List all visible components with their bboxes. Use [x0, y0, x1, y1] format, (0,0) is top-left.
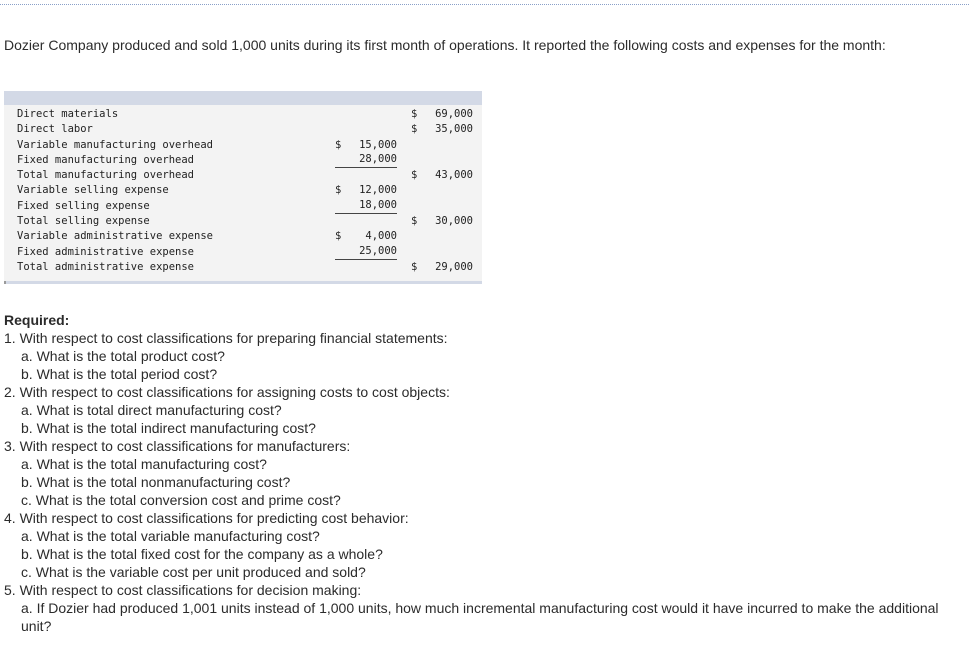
total-amount-cell	[411, 168, 473, 183]
row-label: Variable administrative expense	[17, 230, 213, 243]
currency-symbol: $	[411, 260, 418, 273]
question-item: 2. With respect to cost classifications for assigning costs to cost objects:	[4, 384, 450, 400]
row-label: Fixed selling expense	[17, 199, 150, 212]
currency-symbol: $	[335, 230, 342, 243]
required-title: Required:	[4, 312, 70, 328]
table-row	[4, 214, 482, 229]
amount-value: 25,000	[359, 244, 397, 257]
subtotal-amount-cell	[335, 229, 397, 244]
currency-symbol: $	[411, 215, 418, 228]
table-row	[4, 153, 482, 168]
problem-intro: Dozier Company produced and sold 1,000 units during its first month of operations. It reported the following costs and expenses for the month:	[4, 37, 886, 53]
sub-question-item: b. What is the total period cost?	[21, 366, 218, 382]
currency-symbol: $	[335, 184, 342, 197]
sub-question-item: c. What is the variable cost per unit produced and sold?	[21, 564, 366, 580]
question-item: 5. With respect to cost classifications for decision making:	[4, 582, 362, 598]
sub-question-item: a. What is total direct manufacturing cost?	[21, 402, 282, 418]
row-label: Fixed manufacturing overhead	[17, 153, 195, 166]
amount-value: 15,000	[359, 138, 397, 151]
row-label: Variable selling expense	[17, 184, 169, 197]
amount-value: 29,000	[435, 260, 473, 273]
table-body	[4, 105, 482, 281]
currency-symbol: $	[335, 138, 342, 151]
currency-symbol: $	[411, 169, 418, 182]
row-label: Fixed administrative expense	[17, 245, 195, 258]
required-section	[4, 311, 944, 635]
currency-symbol: $	[411, 123, 418, 136]
table-row	[4, 168, 482, 183]
row-label: Variable manufacturing overhead	[17, 138, 213, 151]
total-amount-cell	[411, 122, 473, 137]
sub-question-item: c. What is the total conversion cost and prime cost?	[21, 492, 341, 508]
subtotal-amount-cell	[335, 138, 397, 153]
sub-question-item: a. What is the total product cost?	[21, 348, 225, 364]
question-item: 3. With respect to cost classifications for manufacturers:	[4, 438, 351, 454]
subtotal-amount-cell	[335, 153, 397, 168]
table-row	[4, 229, 482, 244]
amount-value: 35,000	[435, 123, 473, 136]
table-row	[4, 245, 482, 260]
table-row	[4, 260, 482, 275]
total-amount-cell	[411, 260, 473, 275]
subtotal-amount-cell	[335, 183, 397, 198]
table-row	[4, 122, 482, 137]
row-label: Direct materials	[17, 108, 119, 120]
table-footer-bar	[4, 281, 482, 284]
amount-value: 43,000	[435, 169, 473, 182]
amount-value: 30,000	[435, 215, 473, 228]
total-amount-cell	[411, 214, 473, 229]
total-amount-cell	[411, 107, 473, 122]
question-item: 4. With respect to cost classifications for predicting cost behavior:	[4, 510, 409, 526]
sub-question-item: a. What is the total manufacturing cost?	[21, 456, 267, 472]
amount-value: 18,000	[359, 198, 397, 211]
cost-table	[4, 91, 482, 284]
table-row	[4, 183, 482, 198]
sub-question-item: b. What is the total fixed cost for the company as a whole?	[21, 546, 383, 562]
amount-value: 4,000	[365, 230, 397, 243]
amount-value: 28,000	[359, 152, 397, 165]
table-header-bar	[4, 91, 482, 105]
sub-question-item: a. What is the total variable manufacturing cost?	[21, 528, 320, 544]
row-label: Total administrative expense	[17, 260, 195, 273]
question-item: 1. With respect to cost classifications for preparing financial statements:	[4, 330, 448, 346]
subtotal-amount-cell	[335, 245, 397, 260]
question-list	[4, 329, 944, 635]
row-label: Total manufacturing overhead	[17, 169, 195, 182]
top-dotted-divider	[0, 4, 969, 5]
amount-value: 69,000	[435, 108, 473, 120]
amount-value: 12,000	[359, 184, 397, 197]
table-row	[4, 199, 482, 214]
row-label: Direct labor	[17, 123, 93, 136]
sub-question-item: a. If Dozier had produced 1,001 units instead of 1,000 units, how much incremental manufacturing cost would it have incurred to make the additional unit?	[21, 600, 939, 634]
subtotal-amount-cell	[335, 199, 397, 214]
sub-question-item: b. What is the total nonmanufacturing cost?	[21, 474, 291, 490]
table-row	[4, 138, 482, 153]
currency-symbol: $	[411, 108, 418, 120]
table-row	[4, 107, 482, 122]
row-label: Total selling expense	[17, 215, 150, 228]
sub-question-item: b. What is the total indirect manufacturing cost?	[21, 420, 316, 436]
